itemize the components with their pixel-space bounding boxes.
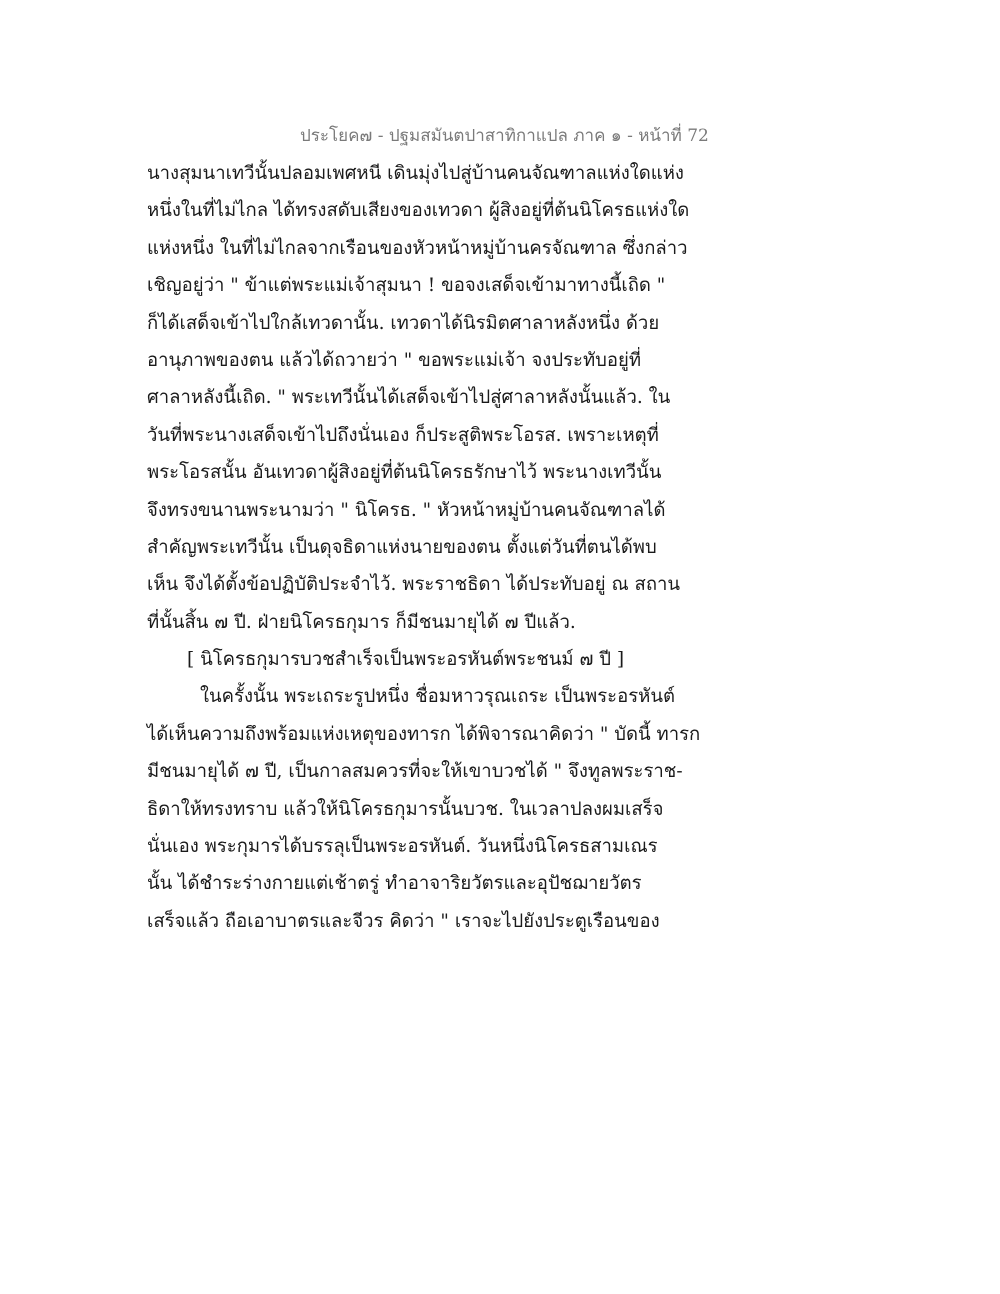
- text-line: ได้เห็นความถึงพร้อมแห่งเหตุของทารก ได้พิจารณาคิดว่า " บัดนี้ ทารก: [147, 723, 701, 745]
- text-line: นั้น ได้ชำระร่างกายแต่เช้าตรู่ ทำอาจาริยวัตรและอุปัชฌายวัตร: [147, 873, 642, 895]
- text-line: สำคัญพระเทวีนั้น เป็นดุจธิดาแห่งนายของตน ตั้งแต่วันที่ตนได้พบ: [147, 536, 657, 558]
- text-line: วันที่พระนางเสด็จเข้าไปถึงนั่นเอง ก็ประสูติพระโอรส. เพราะเหตุที่: [147, 424, 659, 446]
- text-line: ก็ได้เสด็จเข้าไปใกล้เทวดานั้น. เทวดาได้นิรมิตศาลาหลังหนึ่ง ด้วย: [147, 312, 660, 334]
- text-line: เห็น จึงได้ตั้งข้อปฏิบัติประจำไว้. พระราชธิดา ได้ประทับอยู่ ณ สถาน: [147, 574, 681, 596]
- text-line: ที่นั้นสิ้น ๗ ปี. ฝ่ายนิโครธกุมาร ก็มีชนมายุได้ ๗ ปีแล้ว.: [147, 611, 576, 633]
- text-line: หนึ่งในที่ไม่ไกล ได้ทรงสดับเสียงของเทวดา ผู้สิงอยู่ที่ต้นนิโครธแห่งใด: [147, 200, 690, 222]
- text-line: เสร็จแล้ว ถือเอาบาตรและจีวร คิดว่า " เราจะไปยังประตูเรือนของ: [147, 910, 660, 932]
- section-heading: [ นิโครธกุมารบวชสำเร็จเป็นพระอรหันต์พระชนม์ ๗ ปี ]: [187, 649, 625, 671]
- text-line: นั่นเอง พระกุมารได้บรรลุเป็นพระอรหันต์. วันหนึ่งนิโครธสามเณร: [147, 836, 658, 858]
- text-line: จึงทรงขนานพระนามว่า " นิโครธ. " หัวหน้าหมู่บ้านคนจัณฑาลได้: [147, 499, 666, 521]
- text-line: นางสุมนาเทวีนั้นปลอมเพศหนี เดินมุ่งไปสู่บ้านคนจัณฑาลแห่งใดแห่ง: [147, 163, 684, 184]
- text-line: แห่งหนึ่ง ในที่ไม่ไกลจากเรือนของหัวหน้าหมู่บ้านครจัณฑาล ซึ่งกล่าว: [147, 237, 688, 259]
- text-line: เชิญอยู่ว่า " ข้าแต่พระแม่เจ้าสุมนา ! ขอจงเสด็จเข้ามาทางนี้เถิด ": [147, 275, 666, 297]
- text-line: ศาลาหลังนี้เถิด. " พระเทวีนั้นได้เสด็จเข้าไปสู่ศาลาหลังนั้นแล้ว. ใน: [147, 387, 671, 409]
- text-line: ธิดาให้ทรงทราบ แล้วให้นิโครธกุมารนั้นบวช. ในเวลาปลงผมเสร็จ: [147, 798, 664, 820]
- text-line: ในครั้งนั้น พระเถระรูปหนึ่ง ชื่อมหาวรุณเถระ เป็นพระอรหันต์: [200, 686, 675, 708]
- body-text: [147, 155, 737, 940]
- running-header: ประโยค๗ - ปฐมสมันตปาสาทิกาแปล ภาค ๑ - หน้าที่ 72: [300, 126, 709, 146]
- text-line: มีชนมายุได้ ๗ ปี, เป็นกาลสมควรที่จะให้เขาบวชได้ " จึงทูลพระราช-: [147, 761, 683, 783]
- text-line: อานุภาพของตน แล้วได้ถวายว่า " ขอพระแม่เจ้า จงประทับอยู่ที่: [147, 349, 642, 371]
- text-line: พระโอรสนั้น อันเทวดาผู้สิงอยู่ที่ต้นนิโครธรักษาไว้ พระนางเทวีนั้น: [147, 462, 662, 484]
